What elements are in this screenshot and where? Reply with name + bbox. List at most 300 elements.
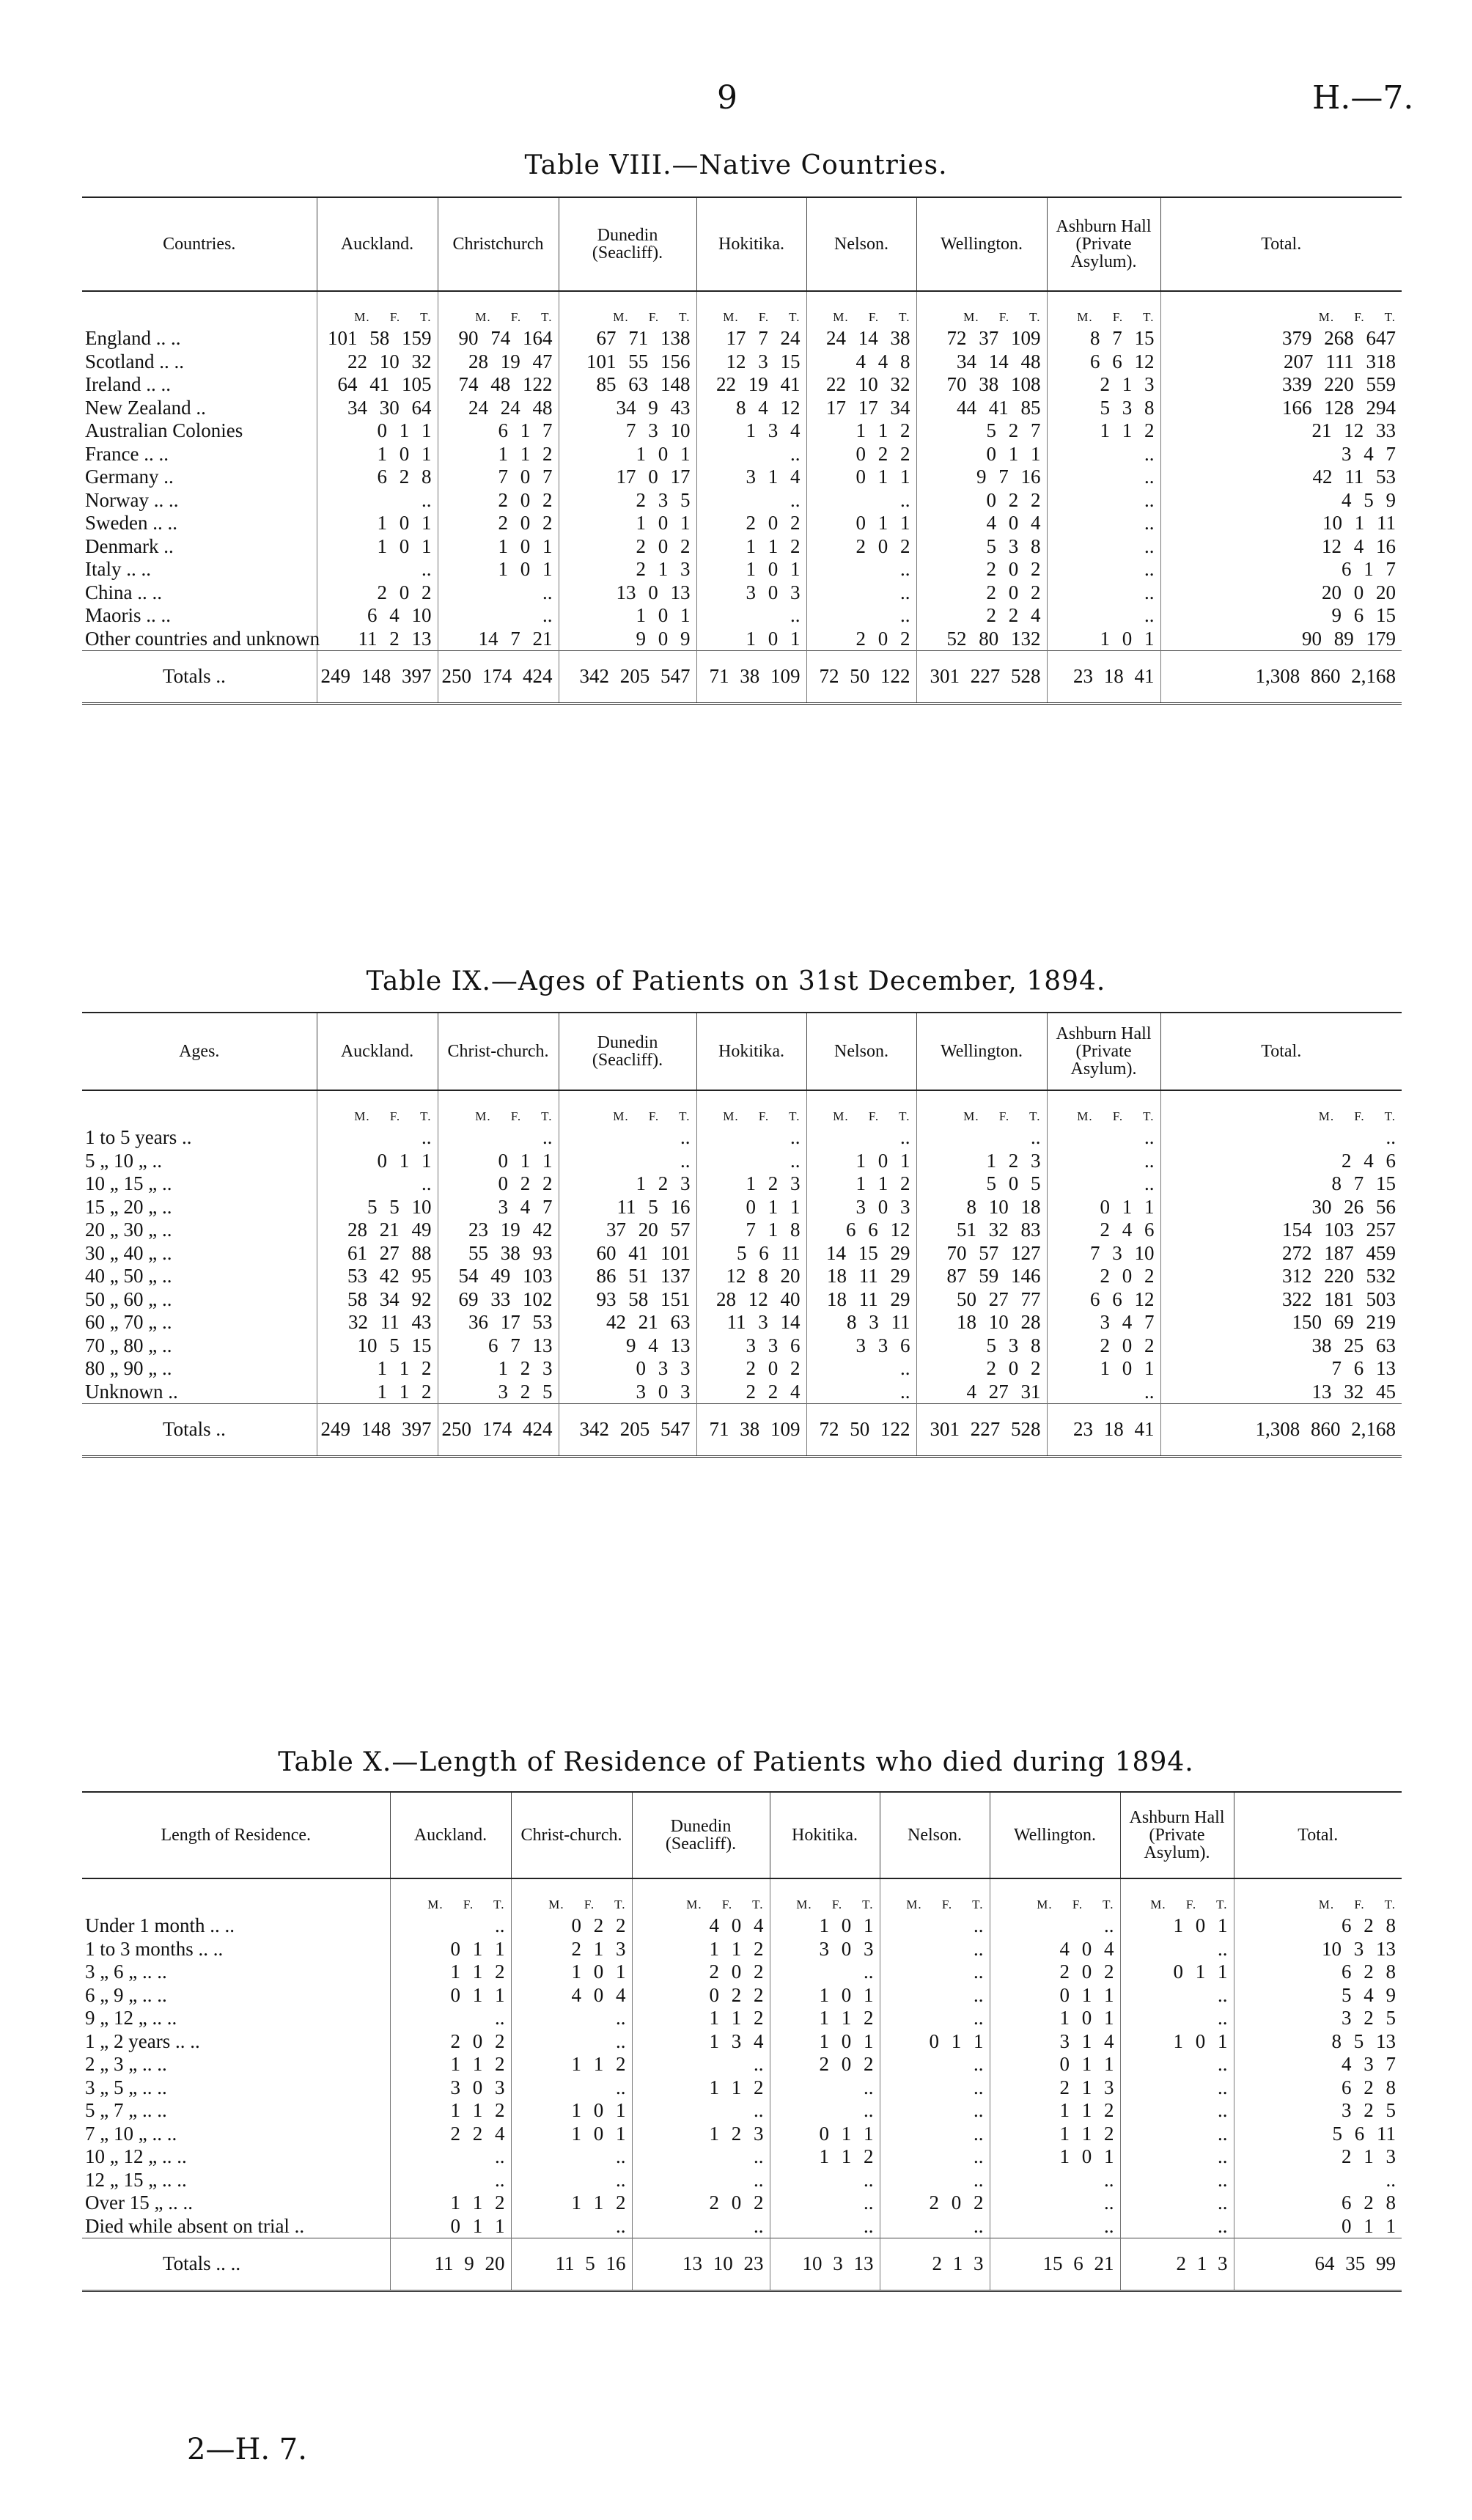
cell-values: 2 0 2 (806, 535, 916, 559)
cell-values: 1 2 3 (559, 1172, 696, 1196)
cell-values: 11 3 14 (696, 1311, 806, 1334)
row-label: 9 „ 12 „ .. .. (85, 2007, 177, 2029)
cell-values: 64 41 105 (317, 373, 438, 397)
mft-subheader: M. F. T. (1037, 1898, 1114, 1911)
totals-values: 71 38 109 (696, 651, 806, 704)
cell-values: 34 14 48 (916, 350, 1047, 374)
table-row (82, 2053, 1402, 2076)
cell-values: 1 1 2 (632, 2076, 770, 2100)
cell-values: .. (880, 2053, 990, 2076)
cell-values: .. (1120, 2099, 1234, 2123)
cell-values: 2 2 4 (916, 604, 1047, 628)
cell-values: 9 7 16 (916, 466, 1047, 489)
cell-values: .. (438, 1126, 559, 1150)
row-label: 70 „ 80 „ .. (85, 1334, 172, 1356)
cell-values: 3 0 3 (770, 1938, 880, 1961)
totals-values: 15 6 21 (990, 2238, 1120, 2291)
cell-values: .. (511, 2215, 632, 2238)
row-label: 5 „ 7 „ .. .. (85, 2099, 167, 2121)
table-row (82, 1242, 1402, 1265)
cell-values: 1 1 2 (770, 2145, 880, 2169)
cell-values: 0 2 2 (632, 1984, 770, 2007)
mft-subheader: M. F. T. (613, 1109, 691, 1123)
cell-values: 2 4 6 (1160, 1150, 1402, 1173)
cell-values: .. (390, 2007, 511, 2030)
cell-values: 4 0 4 (990, 1938, 1120, 1961)
document-reference: H.—7. (1312, 79, 1414, 117)
table-row (82, 443, 1402, 466)
cell-values: 6 2 8 (317, 466, 438, 489)
mft-subheader: M. F. T. (354, 310, 432, 324)
cell-values: 0 1 1 (1120, 1961, 1234, 1984)
row-label: England .. .. (85, 327, 181, 349)
cell-values: 4 5 9 (1160, 489, 1402, 513)
cell-values: 1 1 2 (990, 2099, 1120, 2123)
totals-values: 72 50 122 (806, 651, 916, 704)
cell-values: 90 74 164 (438, 327, 559, 350)
cell-values: 4 0 4 (632, 1914, 770, 1938)
cell-values: 5 6 11 (1234, 2123, 1402, 2146)
cell-values: 0 1 1 (317, 1150, 438, 1173)
row-label: 30 „ 40 „ .. (85, 1241, 172, 1264)
cell-values: 6 1 7 (438, 419, 559, 443)
row-label: Scotland .. .. (85, 350, 184, 372)
cell-values: 1 0 1 (770, 1914, 880, 1938)
cell-values: 3 0 3 (696, 581, 806, 605)
table-row (82, 2007, 1402, 2030)
cell-values: 5 3 8 (1047, 397, 1160, 420)
cell-values: 166 128 294 (1160, 397, 1402, 420)
cell-values: 2 0 2 (990, 1961, 1120, 1984)
cell-values: 4 0 4 (511, 1984, 632, 2007)
cell-values: 2 0 2 (916, 558, 1047, 581)
table-row (82, 1961, 1402, 1984)
cell-values: 1 0 1 (511, 2099, 632, 2123)
totals-row (82, 2238, 1402, 2291)
row-label: 12 „ 15 „ .. .. (85, 2168, 187, 2191)
mft-subheader: M. F. T. (963, 1109, 1041, 1123)
cell-values: 2 1 3 (1234, 2145, 1402, 2169)
cell-values: 0 2 2 (806, 443, 916, 466)
row-label: 10 „ 15 „ .. (85, 1172, 172, 1194)
cell-values: 1 1 2 (990, 2123, 1120, 2146)
cell-values: .. (880, 1914, 990, 1938)
table-row (82, 535, 1402, 559)
cell-values: .. (1047, 512, 1160, 535)
cell-values: 6 2 8 (1234, 2076, 1402, 2100)
cell-values: 2 1 3 (511, 1938, 632, 1961)
cell-values: 0 1 1 (990, 2053, 1120, 2076)
cell-values: 53 42 95 (317, 1265, 438, 1288)
mft-subheader: M. F. T. (833, 1109, 910, 1123)
cell-values: 10 3 13 (1234, 1938, 1402, 1961)
cell-values: 2 0 2 (696, 512, 806, 535)
mft-subheader: M. F. T. (723, 310, 801, 324)
mft-subheader: M. F. T. (1077, 1109, 1155, 1123)
table-row (82, 489, 1402, 513)
cell-values: 8 5 13 (1234, 2030, 1402, 2054)
cell-values: 38 25 63 (1160, 1334, 1402, 1358)
cell-values: 0 1 1 (1234, 2215, 1402, 2238)
cell-values: 11 2 13 (317, 628, 438, 651)
cell-values: 17 0 17 (559, 466, 696, 489)
mft-subheader: M. F. T. (686, 1898, 764, 1911)
cell-values: 2 0 2 (916, 1357, 1047, 1381)
cell-values: 0 1 1 (880, 2030, 990, 2054)
cell-values: 18 11 29 (806, 1265, 916, 1288)
cell-values: .. (632, 2053, 770, 2076)
cell-values: 339 220 559 (1160, 373, 1402, 397)
cell-values: .. (880, 2145, 990, 2169)
cell-values: 5 4 9 (1234, 1984, 1402, 2007)
totals-values: 342 205 547 (559, 651, 696, 704)
table10-col-header: Dunedin (Seacliff). (632, 1792, 770, 1878)
cell-values: 67 71 138 (559, 327, 696, 350)
table9-col-header: Ages. (179, 1042, 220, 1061)
mft-subheader: M. F. T. (1318, 1898, 1396, 1911)
cell-values: .. (880, 1984, 990, 2007)
cell-values: 36 17 53 (438, 1311, 559, 1334)
table8-col-header: Countries. (163, 235, 236, 254)
cell-values: .. (438, 581, 559, 605)
cell-values: 4 27 31 (916, 1381, 1047, 1404)
table8-col-header: Christchurch (438, 197, 559, 291)
cell-values: 322 181 503 (1160, 1288, 1402, 1312)
cell-values: .. (1120, 2123, 1234, 2146)
mft-subheader: M. F. T. (1318, 310, 1396, 324)
mft-subheader: M. F. T. (354, 1109, 432, 1123)
cell-values: 0 1 1 (916, 443, 1047, 466)
cell-values: 50 27 77 (916, 1288, 1047, 1312)
cell-values: .. (1047, 535, 1160, 559)
row-label: Died while absent on trial .. (85, 2214, 305, 2237)
table-row (82, 373, 1402, 397)
table9-col-header: Wellington. (916, 1013, 1047, 1090)
cell-values: 30 26 56 (1160, 1196, 1402, 1219)
cell-values: .. (1120, 2053, 1234, 2076)
cell-values: .. (390, 2145, 511, 2169)
cell-values: 2 0 2 (806, 628, 916, 651)
cell-values: 2 0 2 (1047, 1334, 1160, 1358)
cell-values: 1 0 1 (1047, 1357, 1160, 1381)
cell-values: 2 2 4 (696, 1381, 806, 1404)
cell-values: 0 2 2 (438, 1172, 559, 1196)
mft-subheader: M. F. T. (963, 310, 1041, 324)
cell-values: 1 0 1 (696, 628, 806, 651)
cell-values: 6 4 10 (317, 604, 438, 628)
cell-values: .. (390, 1914, 511, 1938)
cell-values: 0 1 1 (390, 1984, 511, 2007)
table8-col-header: Dunedin (Seacliff). (559, 197, 696, 291)
cell-values: 7 0 7 (438, 466, 559, 489)
cell-values: 32 11 43 (317, 1311, 438, 1334)
table8-col-header: Hokitika. (696, 197, 806, 291)
cell-values: 1 0 1 (770, 2030, 880, 2054)
cell-values: 1 0 1 (438, 558, 559, 581)
row-label: Norway .. .. (85, 488, 179, 511)
cell-values: 2 0 2 (438, 512, 559, 535)
cell-values: 12 4 16 (1160, 535, 1402, 559)
mft-subheader: M. F. T. (1318, 1109, 1396, 1123)
cell-values: .. (632, 2169, 770, 2192)
cell-values: .. (880, 2076, 990, 2100)
cell-values: 0 1 1 (770, 2123, 880, 2146)
cell-values: 8 10 18 (916, 1196, 1047, 1219)
cell-values: 1 0 1 (1047, 628, 1160, 651)
cell-values: 6 2 8 (1234, 1961, 1402, 1984)
cell-values: 61 27 88 (317, 1242, 438, 1265)
cell-values: 1 0 1 (438, 535, 559, 559)
totals-row (82, 1404, 1402, 1457)
cell-values: .. (317, 489, 438, 513)
cell-values: 34 9 43 (559, 397, 696, 420)
cell-values: .. (806, 1357, 916, 1381)
table-row (82, 1150, 1402, 1173)
cell-values: 1 0 1 (990, 2145, 1120, 2169)
cell-values: 2 0 2 (696, 1357, 806, 1381)
table9-col-header: Christ-church. (438, 1013, 559, 1090)
mft-subheader: M. F. T. (475, 1109, 553, 1123)
cell-values: .. (696, 1126, 806, 1150)
cell-values: .. (1120, 2192, 1234, 2215)
cell-values: .. (806, 558, 916, 581)
table-row (82, 466, 1402, 489)
cell-values: 1 0 1 (990, 2007, 1120, 2030)
page-number: 9 (717, 79, 737, 117)
cell-values: 1 0 1 (559, 443, 696, 466)
cell-values: 2 0 2 (1047, 1265, 1160, 1288)
totals-values: 10 3 13 (770, 2238, 880, 2291)
mft-subheader: M. F. T. (548, 1898, 626, 1911)
cell-values: 1 1 2 (511, 2192, 632, 2215)
cell-values: 6 7 13 (438, 1334, 559, 1358)
cell-values: 70 38 108 (916, 373, 1047, 397)
row-label: 3 „ 6 „ .. .. (85, 1961, 167, 1983)
cell-values: 5 2 7 (916, 419, 1047, 443)
cell-values: 11 5 16 (559, 1196, 696, 1219)
cell-values: 379 268 647 (1160, 327, 1402, 350)
cell-values: .. (1047, 1172, 1160, 1196)
cell-values: .. (511, 2169, 632, 2192)
cell-values: 2 2 4 (390, 2123, 511, 2146)
table8-col-header: Nelson. (806, 197, 916, 291)
cell-values: .. (696, 489, 806, 513)
footer-reference: 2—H. 7. (187, 2433, 307, 2466)
mft-subheader: M. F. T. (427, 1898, 505, 1911)
cell-values: .. (1234, 2169, 1402, 2192)
mft-subheader: M. F. T. (475, 310, 553, 324)
cell-values: .. (770, 2192, 880, 2215)
cell-values: 18 11 29 (806, 1288, 916, 1312)
totals-values: 342 205 547 (559, 1404, 696, 1457)
totals-values: 2 1 3 (1120, 2238, 1234, 2291)
cell-values: .. (1120, 1984, 1234, 2007)
cell-values: 101 58 159 (317, 327, 438, 350)
cell-values: .. (1047, 604, 1160, 628)
table8-col-header: Auckland. (317, 197, 438, 291)
cell-values: 87 59 146 (916, 1265, 1047, 1288)
cell-values: 69 33 102 (438, 1288, 559, 1312)
cell-values: 2 4 6 (1047, 1219, 1160, 1242)
cell-values: .. (880, 2169, 990, 2192)
cell-values: 0 2 2 (916, 489, 1047, 513)
table8-col-header: Ashburn Hall (Private Asylum). (1047, 197, 1160, 291)
cell-values: 10 1 11 (1160, 512, 1402, 535)
cell-values: 0 3 3 (559, 1357, 696, 1381)
row-label: 1 to 3 months .. .. (85, 1937, 224, 1960)
cell-values: 6 6 12 (806, 1219, 916, 1242)
row-label: 60 „ 70 „ .. (85, 1311, 172, 1333)
cell-values: .. (1047, 1381, 1160, 1404)
cell-values: 60 41 101 (559, 1242, 696, 1265)
totals-values: 1,308 860 2,168 (1160, 1404, 1402, 1457)
table-row (82, 2145, 1402, 2169)
cell-values: 3 0 3 (559, 1381, 696, 1404)
cell-values: 8 7 15 (1160, 1172, 1402, 1196)
mft-subheader: M. F. T. (1150, 1898, 1228, 1911)
cell-values: 1 0 1 (511, 1961, 632, 1984)
cell-values: .. (990, 2215, 1120, 2238)
table-row (82, 558, 1402, 581)
row-label: China .. .. (85, 581, 162, 603)
table9-col-header: Ashburn Hall (Private Asylum). (1047, 1013, 1160, 1090)
cell-values: 2 0 2 (770, 2053, 880, 2076)
cell-values: .. (632, 2215, 770, 2238)
cell-values: 2 0 2 (559, 535, 696, 559)
cell-values: 101 55 156 (559, 350, 696, 374)
cell-values: 9 0 9 (559, 628, 696, 651)
cell-values: .. (559, 1126, 696, 1150)
row-label: Germany .. (85, 466, 174, 488)
cell-values: .. (770, 2169, 880, 2192)
cell-values: 1 2 3 (696, 1172, 806, 1196)
cell-values: 4 0 4 (916, 512, 1047, 535)
cell-values: 93 58 151 (559, 1288, 696, 1312)
cell-values: .. (1120, 2169, 1234, 2192)
cell-values: 1 3 4 (696, 419, 806, 443)
cell-values: 3 2 5 (1234, 2007, 1402, 2030)
mft-subheader: M. F. T. (833, 310, 910, 324)
row-label: 10 „ 12 „ .. .. (85, 2145, 187, 2167)
cell-values: 1 0 1 (559, 604, 696, 628)
cell-values: 0 2 2 (511, 1914, 632, 1938)
cell-values: .. (990, 2192, 1120, 2215)
totals-row (82, 651, 1402, 704)
cell-values: .. (1047, 1126, 1160, 1150)
cell-values: 272 187 459 (1160, 1242, 1402, 1265)
cell-values: .. (806, 1126, 916, 1150)
table-row (82, 419, 1402, 443)
cell-values: 22 10 32 (806, 373, 916, 397)
row-label: 6 „ 9 „ .. .. (85, 1983, 167, 2006)
totals-values: 250 174 424 (438, 651, 559, 704)
totals-values: 72 50 122 (806, 1404, 916, 1457)
table-row (82, 2215, 1402, 2238)
cell-values: 6 1 7 (1160, 558, 1402, 581)
cell-values: 1 1 2 (317, 1357, 438, 1381)
cell-values: .. (1047, 489, 1160, 513)
totals-values: 301 227 528 (916, 1404, 1047, 1457)
table-row (82, 1334, 1402, 1358)
mft-subheader: M. F. T. (906, 1898, 984, 1911)
cell-values: .. (632, 2099, 770, 2123)
cell-values: 1 1 2 (770, 2007, 880, 2030)
table-row (82, 1914, 1402, 1938)
cell-values: .. (806, 604, 916, 628)
table-row (82, 1311, 1402, 1334)
cell-values: 312 220 532 (1160, 1265, 1402, 1288)
cell-values: 1 1 2 (438, 443, 559, 466)
cell-values: 1 0 1 (806, 1150, 916, 1173)
cell-values: 154 103 257 (1160, 1219, 1402, 1242)
cell-values: 1 1 2 (806, 1172, 916, 1196)
cell-values: 1 2 3 (438, 1357, 559, 1381)
cell-values: 34 30 64 (317, 397, 438, 420)
cell-values: 1 0 1 (511, 2123, 632, 2146)
cell-values: 3 0 3 (390, 2076, 511, 2100)
table-row (82, 2169, 1402, 2192)
cell-values: 2 1 3 (1047, 373, 1160, 397)
cell-values: 20 0 20 (1160, 581, 1402, 605)
table10-col-header: Length of Residence. (161, 1826, 312, 1845)
cell-values: 0 1 1 (438, 1150, 559, 1173)
mft-subheader: M. F. T. (1077, 310, 1155, 324)
table10-col-header: Hokitika. (770, 1792, 880, 1878)
cell-values: 4 3 7 (1234, 2053, 1402, 2076)
cell-values: .. (990, 1914, 1120, 1938)
cell-values: 28 12 40 (696, 1288, 806, 1312)
cell-values: 37 20 57 (559, 1219, 696, 1242)
row-label: 1 „ 2 years .. .. (85, 2029, 200, 2052)
table-row (82, 628, 1402, 651)
row-label: 40 „ 50 „ .. (85, 1265, 172, 1287)
table-row (82, 2123, 1402, 2146)
cell-values: 14 15 29 (806, 1242, 916, 1265)
table-row (82, 1381, 1402, 1404)
cell-values: 52 80 132 (916, 628, 1047, 651)
cell-values: 3 1 4 (696, 466, 806, 489)
cell-values: 1 2 3 (916, 1150, 1047, 1173)
cell-values: 0 1 1 (317, 419, 438, 443)
cell-values: .. (1120, 1938, 1234, 1961)
cell-values: .. (1120, 2215, 1234, 2238)
cell-values: .. (880, 2123, 990, 2146)
cell-values: 6 6 12 (1047, 1288, 1160, 1312)
cell-values: 6 2 8 (1234, 1914, 1402, 1938)
cell-values: 5 5 10 (317, 1196, 438, 1219)
cell-values: 3 4 7 (1047, 1311, 1160, 1334)
cell-values: .. (511, 2076, 632, 2100)
cell-values: 5 3 8 (916, 535, 1047, 559)
cell-values: .. (880, 2215, 990, 2238)
cell-values: 90 89 179 (1160, 628, 1402, 651)
cell-values: .. (1047, 1150, 1160, 1173)
cell-values: .. (880, 1938, 990, 1961)
cell-values: 8 3 11 (806, 1311, 916, 1334)
row-label: 7 „ 10 „ .. .. (85, 2122, 177, 2145)
cell-values: .. (916, 1126, 1047, 1150)
cell-values: 3 2 5 (438, 1381, 559, 1404)
cell-values: 72 37 109 (916, 327, 1047, 350)
cell-values: 1 3 4 (632, 2030, 770, 2054)
cell-values: .. (438, 604, 559, 628)
table8-col-header: Total. (1160, 197, 1402, 291)
table8-col-header: Wellington. (916, 197, 1047, 291)
table-row (82, 1984, 1402, 2007)
cell-values: .. (1047, 443, 1160, 466)
cell-values: 51 32 83 (916, 1219, 1047, 1242)
cell-values: 23 19 42 (438, 1219, 559, 1242)
